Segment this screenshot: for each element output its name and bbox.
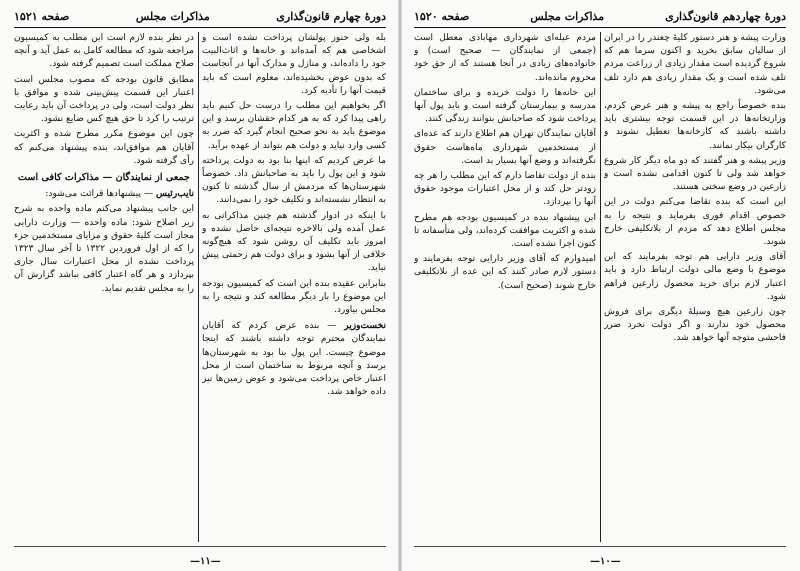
section-heading: جمعی از نمایندگان — مذاکرات کافی است bbox=[18, 172, 190, 184]
right-page-left-column bbox=[414, 32, 596, 542]
right-header-title: دورهٔ چهاردهم قانون‌گذاری bbox=[665, 9, 786, 23]
left-column-divider bbox=[198, 32, 199, 542]
paragraph: بله ولی حنوز پولشان پرداخت نشده است و اشخاصی هم که آمده‌اند و خانه‌ها و اثاث‌البیت خود را داده‌اند، و منازل و مدارک آنها در آنجاست که بدون عوض بخشیده‌اند، معلوم است که باید قیمت آنها را تأدیه کرد. bbox=[202, 33, 386, 96]
right-page-header bbox=[414, 6, 786, 26]
paragraph: این پیشنهاد بنده در کمیسیون بودجه هم مطرح شده و اکثریت موافقت کرده‌اند، ولی متأسفانه تا کنون اجرا نشده است. bbox=[414, 212, 596, 250]
right-page-right-column bbox=[604, 32, 786, 542]
paragraph: مردم عیله‌ای شهرداری مهابادی معطل است (جمعی از نمایندگان — صحیح است) و خانواده‌های زیادی در آنجا هستند که از حق خود محروم مانده‌اند. bbox=[414, 33, 596, 83]
left-page-header bbox=[14, 6, 386, 26]
section-note: مذاکرات کافی است bbox=[18, 172, 100, 184]
president-text: پیشنهادها قرائت می‌شود: bbox=[45, 189, 142, 200]
right-page bbox=[400, 0, 800, 571]
paragraph: اگر بخواهیم این مطلب را درست حل کنیم باید راهی پیدا کرد که به هر کدام حقشان برسد و این موضوع باید به نحو صحیح انجام گیرد که ضرر به کسی وارد نیاید و دولت هم بتواند از عهده برآید. bbox=[202, 101, 386, 151]
paragraph: چون زارعین هیچ وسیلهٔ دیگری برای فروش محصول خود ندارند و اگر دولت نخرد ضرر فاحشی متوجه آنها خواهد شد. bbox=[604, 307, 786, 344]
speech-text: بنده عرض کردم که آقایان نمایندگان محترم توجه داشته باشند که اینجا موضوع چیست. این پول بنا بود به شهرستان‌ها برسد و آنچه مربوط به ساختمان است از محل اعتبار خاص پرداخت می‌شود و عوض زمین‌ها نیز داده خواهد شد. bbox=[202, 321, 386, 398]
right-header-page-number: صفحه ۱۵۲۰ bbox=[414, 9, 470, 23]
right-column-divider bbox=[600, 32, 601, 542]
president-name: نایب‌رئیس bbox=[155, 188, 194, 200]
paragraph: بنابراین عقیده بنده این است که کمیسیون بودجه این موضوع را بار دیگر مطالعه کند و نتیجه را به مجلس بیاورد. bbox=[202, 278, 386, 316]
paragraph: وزیر پیشه و هنر گفتند که دو ماه دیگر کار شروع خواهد شد ولی تا کنون اقدامی نشده است و زارعین در وضع سختی هستند. bbox=[604, 155, 786, 193]
paragraph: این خانه‌ها را دولت خریده و برای ساختمان مدرسه و بیمارستان گرفته است و باید پول آنها پرداخت شود که صاحبانش بتوانند زندگی کنند. bbox=[414, 87, 596, 125]
left-footer-rule bbox=[14, 546, 386, 547]
section-title: جمعی از نمایندگان bbox=[115, 172, 190, 184]
left-page-left-column bbox=[14, 32, 194, 542]
paragraph: مطابق قانون بودجه که مصوب مجلس است اعتبار این قسمت پیش‌بینی شده و موافق با نظر دولت است، ولی در پرداخت آن باید رعایت ترتیب را کرد تا حق هیچ کس ضایع نشود. bbox=[14, 74, 194, 125]
right-header-section: مذاکرات مجلس bbox=[530, 9, 605, 23]
right-header-rule bbox=[414, 27, 786, 28]
paragraph: آقایان نمایندگان تهران هم اطلاع دارند که عده‌ای از مستخدمین شهرداری ماه‌هاست حقوق نگرفته‌اند و وضع آنها بسیار بد است. bbox=[414, 129, 596, 166]
paragraph: بنده از دولت تقاضا دارم که این مطلب را هر چه زودتر حل کند و از محل اعتبارات موجود حقوق آنها را بپردازد. bbox=[414, 171, 596, 208]
left-header-page-number: صفحه ۱۵۲۱ bbox=[14, 9, 70, 23]
speech-paragraph: نخست‌وزیر — بنده عرض کردم که آقایان نمایندگان محترم توجه داشته باشند که اینجا موضوع چیست. این پول بنا بود به شهرستان‌ها برسد و آنچه مربوط به ساختمان است از محل اعتبار خاص پرداخت می‌شود و عوض زمین‌ها نیز داده خواهد شد. bbox=[202, 320, 386, 398]
paragraph: وزارت پیشه و هنر دستور کلیهٔ چغندر را در ایران از سالیان سابق بخرید و اکنون سرما هم که شروع گردیده است مقدار زیادی از زراعت مردم تلف شده است و یک مقدار زیادی هم دارد تلف می‌شود. bbox=[604, 33, 786, 96]
proposal-paragraph: این جانب پیشنهاد می‌کنم ماده واحده به شرح زیر اصلاح شود: ماده واحده — وزارت دارایی مجاز است کلیهٔ حقوق و مزایای مستخدمین جزء را که از اول فروردین ۱۳۲۲ تا آخر سال ۱۳۲۳ پرداخت نشده از محل اعتبارات سال جاری بپردازد و هر گاه اعتبار کافی نباشد گزارش آن را به مجلس تقدیم نماید. bbox=[14, 204, 194, 294]
right-folio: —۱۰— bbox=[590, 556, 621, 567]
paragraph: امیدوارم که آقای وزیر دارایی توجه بفرمایند و دستور لازم صادر کنند که این عده از بلاتکلیفی خارج شوند (صحیح است). bbox=[414, 254, 596, 291]
right-footer-rule bbox=[414, 546, 786, 547]
paragraph: در نظر بنده لازم است این مطلب به کمیسیون مراجعه شود که مطالعه کامل به عمل آید و آنچه صلاح مملکت است تصمیم گرفته شود. bbox=[14, 33, 194, 70]
paragraph: ما عرض کردیم که اینها بنا بود به دولت پرداخته شود و این پول را باید به صاحبانش داد. خصوصاً شهرستان‌ها که مردمش از سال گذشته تا کنون به انتظار نشسته‌اند و تکلیف خود را نمی‌دانند. bbox=[202, 155, 386, 206]
left-header-title: دورهٔ چهارم قانون‌گذاری bbox=[276, 9, 386, 23]
paragraph: آقای وزیر دارایی هم توجه بفرمایند که این موضوع با وضع مالی دولت ارتباط دارد و باید اعتبار لازم برای خرید محصول زارعین فراهم شود. bbox=[604, 252, 786, 302]
left-header-section: مذاکرات مجلس bbox=[135, 9, 210, 23]
paragraph: با اینکه در ادوار گذشته هم چنین مذاکراتی به عمل آمده ولی بالاخره نتیجه‌ای حاصل نشده و امروز باید تکلیف آن روشن شود که هیچ‌گونه خلافی از آنها بشود و برای دولت هم زحمتی پیش نیاید. bbox=[202, 210, 386, 274]
left-folio: —۱۱— bbox=[190, 556, 221, 567]
paragraph: چون این موضوع مکرر مطرح شده و اکثریت آقایان هم موافق‌اند، بنده پیشنهاد می‌کنم که رأی گرفته شود. bbox=[14, 129, 194, 166]
paragraph: بنده خصوصاً راجع به پیشه و هنر عرض کردم، وزارتخانه‌ها در این قسمت توجه بیشتری باید داشته باشند که کارخانه‌ها تعطیل نشوند و کارگران بیکار نمانند. bbox=[604, 101, 786, 151]
speaker-name: نخست‌وزیر bbox=[344, 320, 386, 332]
president-paragraph: نایب‌رئیس — پیشنهادها قرائت می‌شود: bbox=[45, 188, 194, 200]
left-page-right-column bbox=[202, 32, 386, 542]
left-header-rule bbox=[14, 27, 386, 28]
paragraph: این است که بنده تقاضا می‌کنم دولت در این خصوص اقدام فوری بفرماید و نتیجه را به مجلس اطلاع دهد که مردم از بلاتکلیفی خارج شوند. bbox=[604, 197, 786, 248]
